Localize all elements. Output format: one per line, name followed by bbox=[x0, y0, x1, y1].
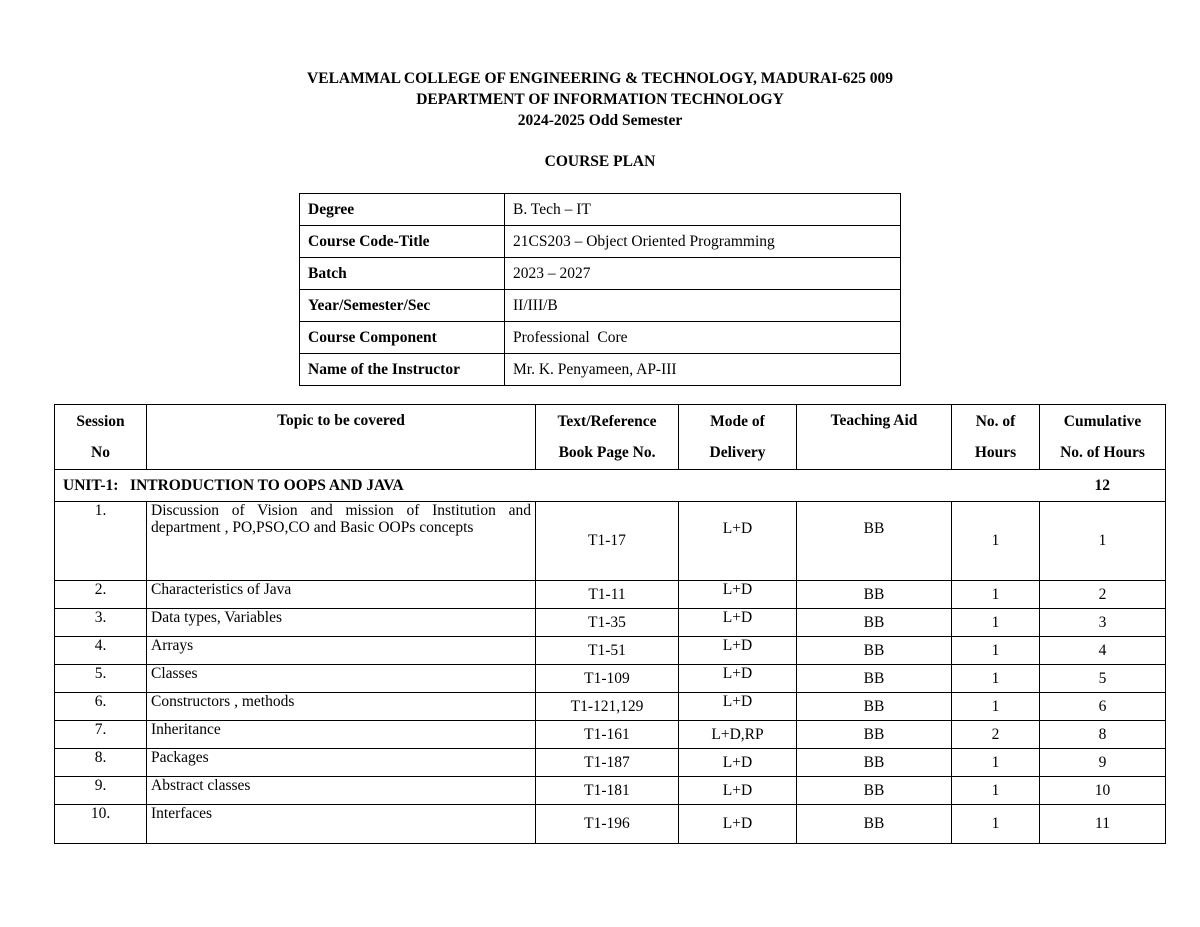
hours-cell: 1 bbox=[952, 581, 1040, 609]
mode-cell: L+D,RP bbox=[679, 721, 797, 749]
course-plan-table bbox=[54, 404, 1166, 844]
cumulative-cell: 9 bbox=[1040, 749, 1166, 777]
info-value: 2023 – 2027 bbox=[505, 258, 901, 290]
topic-cell: Packages bbox=[147, 749, 536, 777]
book-cell: T1-196 bbox=[536, 805, 679, 844]
header-mode: Mode of Delivery bbox=[679, 405, 797, 470]
info-row bbox=[300, 322, 901, 354]
table-row bbox=[55, 665, 1166, 693]
info-key: Course Component bbox=[300, 322, 505, 354]
hours-cell: 1 bbox=[952, 502, 1040, 581]
hours-cell: 1 bbox=[952, 749, 1040, 777]
session-no: 9. bbox=[55, 777, 147, 805]
aid-cell: BB bbox=[797, 609, 952, 637]
table-row bbox=[55, 581, 1166, 609]
table-row bbox=[55, 749, 1166, 777]
info-row bbox=[300, 290, 901, 322]
aid-cell: BB bbox=[797, 581, 952, 609]
topic-cell: Characteristics of Java bbox=[147, 581, 536, 609]
college-name: VELAMMAL COLLEGE OF ENGINEERING & TECHNOLOGY, MADURAI-625 009 bbox=[307, 70, 893, 87]
info-value: 21CS203 – Object Oriented Programming bbox=[505, 226, 901, 258]
table-row bbox=[55, 609, 1166, 637]
cumulative-cell: 6 bbox=[1040, 693, 1166, 721]
department-name: DEPARTMENT OF INFORMATION TECHNOLOGY bbox=[416, 91, 784, 108]
table-row bbox=[55, 693, 1166, 721]
table-row bbox=[55, 502, 1166, 581]
aid-cell: BB bbox=[797, 777, 952, 805]
header-hours: No. of Hours bbox=[952, 405, 1040, 470]
unit-title: UNIT-1: INTRODUCTION TO OOPS AND JAVA bbox=[55, 470, 1040, 502]
info-key: Degree bbox=[300, 194, 505, 226]
mode-cell: L+D bbox=[679, 805, 797, 844]
session-no: 10. bbox=[55, 805, 147, 844]
hours-cell: 2 bbox=[952, 721, 1040, 749]
topic-cell: Classes bbox=[147, 665, 536, 693]
cumulative-cell: 8 bbox=[1040, 721, 1166, 749]
session-no: 8. bbox=[55, 749, 147, 777]
cumulative-cell: 11 bbox=[1040, 805, 1166, 844]
info-row bbox=[300, 354, 901, 386]
mode-cell: L+D bbox=[679, 581, 797, 609]
info-row bbox=[300, 226, 901, 258]
topic-cell: Inheritance bbox=[147, 721, 536, 749]
hours-cell: 1 bbox=[952, 609, 1040, 637]
semester-label: 2024-2025 Odd Semester bbox=[517, 112, 683, 129]
cumulative-cell: 3 bbox=[1040, 609, 1166, 637]
aid-cell: BB bbox=[797, 502, 952, 581]
info-value: Professional Core bbox=[505, 322, 901, 354]
info-value: Mr. K. Penyameen, AP-III bbox=[505, 354, 901, 386]
mode-cell: L+D bbox=[679, 693, 797, 721]
header-topic: Topic to be covered bbox=[147, 405, 536, 470]
course-plan-title: COURSE PLAN bbox=[544, 153, 656, 170]
info-key: Course Code-Title bbox=[300, 226, 505, 258]
table-row bbox=[55, 805, 1166, 844]
topic-cell: Constructors , methods bbox=[147, 693, 536, 721]
info-row bbox=[300, 194, 901, 226]
info-value: II/III/B bbox=[505, 290, 901, 322]
cumulative-cell: 5 bbox=[1040, 665, 1166, 693]
table-row bbox=[55, 637, 1166, 665]
header-book: Text/Reference Book Page No. bbox=[536, 405, 679, 470]
aid-cell: BB bbox=[797, 665, 952, 693]
header-cumulative: Cumulative No. of Hours bbox=[1040, 405, 1166, 470]
plan-header-row bbox=[55, 405, 1166, 470]
header-aid: Teaching Aid bbox=[797, 405, 952, 470]
session-no: 2. bbox=[55, 581, 147, 609]
info-key: Name of the Instructor bbox=[300, 354, 505, 386]
aid-cell: BB bbox=[797, 637, 952, 665]
session-no: 3. bbox=[55, 609, 147, 637]
info-key: Batch bbox=[300, 258, 505, 290]
session-no: 6. bbox=[55, 693, 147, 721]
mode-cell: L+D bbox=[679, 637, 797, 665]
hours-cell: 1 bbox=[952, 805, 1040, 844]
session-no: 5. bbox=[55, 665, 147, 693]
hours-cell: 1 bbox=[952, 637, 1040, 665]
topic-cell: Data types, Variables bbox=[147, 609, 536, 637]
cumulative-cell: 4 bbox=[1040, 637, 1166, 665]
info-row bbox=[300, 258, 901, 290]
hours-cell: 1 bbox=[952, 777, 1040, 805]
hours-cell: 1 bbox=[952, 665, 1040, 693]
mode-cell: L+D bbox=[679, 665, 797, 693]
book-cell: T1-121,129 bbox=[536, 693, 679, 721]
book-cell: T1-35 bbox=[536, 609, 679, 637]
cumulative-cell: 2 bbox=[1040, 581, 1166, 609]
mode-cell: L+D bbox=[679, 609, 797, 637]
info-value: B. Tech – IT bbox=[505, 194, 901, 226]
cumulative-cell: 1 bbox=[1040, 502, 1166, 581]
aid-cell: BB bbox=[797, 721, 952, 749]
topic-cell: Abstract classes bbox=[147, 777, 536, 805]
cumulative-cell: 10 bbox=[1040, 777, 1166, 805]
hours-cell: 1 bbox=[952, 693, 1040, 721]
header-session: Session No bbox=[55, 405, 147, 470]
unit-row bbox=[55, 470, 1166, 502]
course-info-table bbox=[299, 193, 901, 386]
book-cell: T1-109 bbox=[536, 665, 679, 693]
book-cell: T1-11 bbox=[536, 581, 679, 609]
book-cell: T1-161 bbox=[536, 721, 679, 749]
topic-cell: Arrays bbox=[147, 637, 536, 665]
topic-cell: Discussion of Vision and mission of Institution and department , PO,PSO,CO and Basic OOPs concepts bbox=[147, 502, 536, 581]
aid-cell: BB bbox=[797, 693, 952, 721]
table-row bbox=[55, 721, 1166, 749]
unit-hours: 12 bbox=[1040, 470, 1166, 502]
table-row bbox=[55, 777, 1166, 805]
book-cell: T1-51 bbox=[536, 637, 679, 665]
book-cell: T1-181 bbox=[536, 777, 679, 805]
college-header bbox=[0, 68, 1200, 131]
book-cell: T1-187 bbox=[536, 749, 679, 777]
session-no: 4. bbox=[55, 637, 147, 665]
aid-cell: BB bbox=[797, 805, 952, 844]
mode-cell: L+D bbox=[679, 777, 797, 805]
session-no: 1. bbox=[55, 502, 147, 581]
info-key: Year/Semester/Sec bbox=[300, 290, 505, 322]
topic-cell: Interfaces bbox=[147, 805, 536, 844]
mode-cell: L+D bbox=[679, 502, 797, 581]
mode-cell: L+D bbox=[679, 749, 797, 777]
book-cell: T1-17 bbox=[536, 502, 679, 581]
session-no: 7. bbox=[55, 721, 147, 749]
aid-cell: BB bbox=[797, 749, 952, 777]
